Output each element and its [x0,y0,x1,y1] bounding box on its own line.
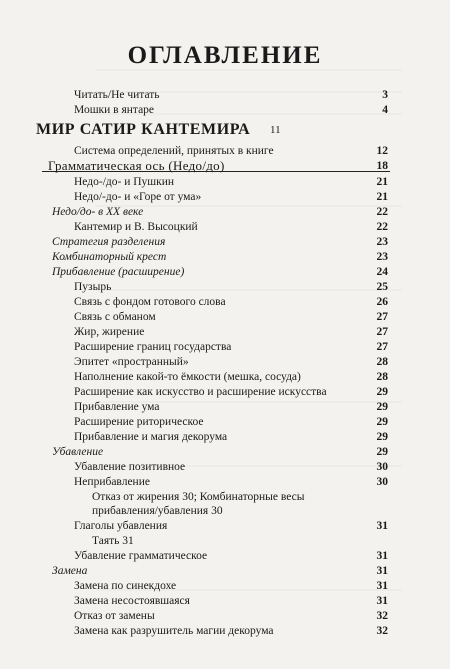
toc-entry-page: 27 [376,341,388,353]
toc-entry-title: Связь с фондом готового слова [74,296,226,308]
toc-entry-page: 29 [376,431,388,443]
toc-entry-title: Грамматическая ось (Недо/до) [48,158,225,173]
toc-entry-title: Пузырь [74,281,112,293]
toc-entry-title: прибавления/убавления 30 [92,505,223,517]
toc-entry-title: Недо/-до- и «Горе от ума» [74,191,202,203]
toc-entry-page: 23 [376,236,388,248]
toc-entry-page: 24 [376,266,388,278]
toc-entry-page: 29 [376,401,388,413]
toc-entry-title: Наполнение какой-то ёмкости (мешка, сосуда) [74,371,301,383]
toc-entry-title: Убавление грамматическое [74,550,208,562]
toc-entry[interactable] [0,622,450,640]
toc-entry-title: Убавление [52,446,104,458]
toc-entry-title: Мошки в янтаре [74,104,155,116]
toc-entry-page: 27 [376,326,388,338]
toc-entry-page: 3 [382,89,388,101]
toc-entry-title: Замена по синекдохе [74,580,177,592]
page-title: ОГЛАВЛЕНИЕ [127,42,323,69]
toc-entry-title: Замена как разрушитель магии декорума [74,625,274,637]
toc-entry[interactable] [0,121,450,139]
toc-entry-title: Недо/до- в XX веке [52,206,144,218]
toc-entry-title: Расширение границ государства [74,341,232,353]
toc-entry-title: Прибавление ума [74,401,160,413]
toc-entry-page: 4 [382,104,388,116]
toc-entry-page: 29 [376,416,388,428]
toc-entry-page: 29 [376,386,388,398]
toc-entry-title: Кантемир и В. Высоцкий [74,221,198,233]
toc-entry-title: Читать/Не читать [74,89,160,101]
toc-entry-page: 30 [376,476,388,488]
toc-entry-page: 18 [376,160,388,172]
toc-entry-page: 31 [376,565,388,577]
toc-entry-page: 31 [376,520,388,532]
toc-entry-title: Жир, жирение [74,326,145,338]
section-divider [42,171,390,172]
toc-entry-title: Отказ от замены [74,610,155,622]
toc-entry-title: Прибавление (расширение) [52,266,185,278]
toc-entry-page: 28 [376,371,388,383]
toc-entry-page: 32 [376,610,388,622]
toc-entry-title: Глаголы убавления [74,520,168,532]
toc-entry-title: Связь с обманом [74,311,156,323]
toc-entry[interactable] [0,101,450,119]
toc-entry-title: Замена [52,565,88,577]
toc-entry-page: 27 [376,311,388,323]
toc-entry-page: 31 [376,550,388,562]
toc-entry-title: Комбинаторный крест [52,251,167,263]
toc-entry-title: Замена несостоявшаяся [74,595,190,607]
toc-entry-title: Система определений, принятых в книге [74,145,274,157]
toc-entry-title: МИР САТИР КАНТЕМИРА [36,121,251,138]
toc-entry-title: Расширение как искусство и расширение искусства [74,386,327,398]
toc-entry-title: Расширение риторическое [74,416,204,428]
toc-entry-page: 22 [376,206,388,218]
toc-entry-page: 32 [376,625,388,637]
toc-entry-page: 22 [376,221,388,233]
toc-entry-page: 25 [376,281,388,293]
toc-entry-page: 12 [376,145,388,157]
toc-entry-page: 31 [376,595,388,607]
toc-entry-page: 23 [376,251,388,263]
toc-entry-page: 28 [376,356,388,368]
toc-entry-page: 21 [376,176,388,188]
toc-entry-title: Отказ от жирения 30; Комбинаторные весы [92,491,305,503]
toc-entry-title: Таять 31 [92,535,134,547]
toc-entry-title: Неприбавление [74,476,150,488]
toc-entry-title: Прибавление и магия декорума [74,431,228,443]
toc-entry-title: Недо-/до- и Пушкин [74,176,175,188]
toc-entry-title: Эпитет «пространный» [74,356,189,368]
toc-entry-page: 21 [376,191,388,203]
toc-entry-page: 31 [376,580,388,592]
toc-entry-page: 30 [376,461,388,473]
toc-entry-title: Стратегия разделения [52,236,166,248]
toc-entry-page: 11 [270,124,281,136]
toc-entry-title: Убавление позитивное [74,461,186,473]
toc-entry-page: 26 [376,296,388,308]
toc-entry-page: 29 [376,446,388,458]
